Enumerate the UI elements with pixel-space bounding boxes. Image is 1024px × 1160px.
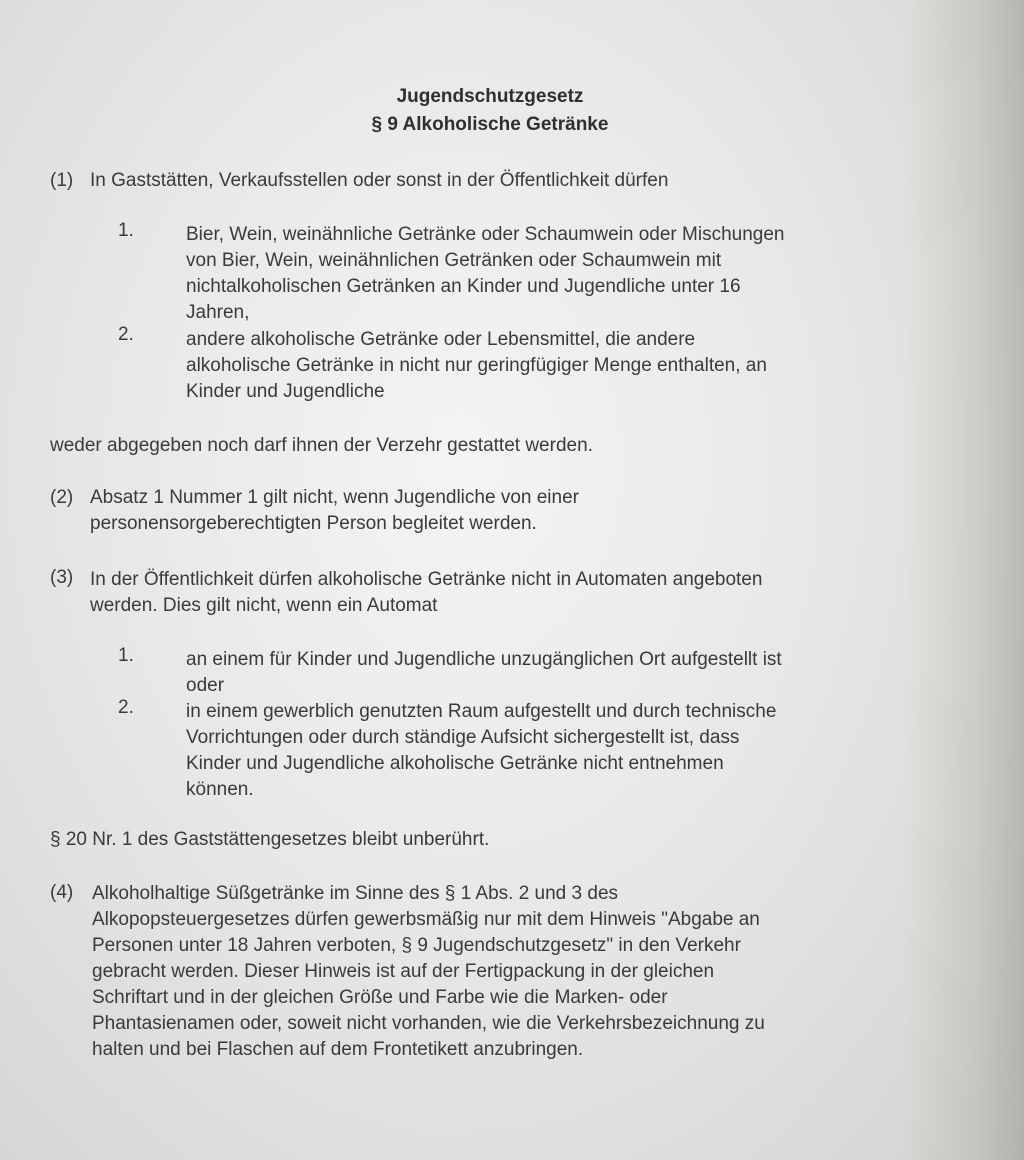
text-line: Alkopopsteuergesetzes dürfen gewerbsmäßig nur mit dem Hinweis "Abgabe an xyxy=(92,909,760,930)
paragraph-text xyxy=(92,881,765,1063)
text-line: oder xyxy=(186,675,225,696)
list-item-text xyxy=(186,699,926,803)
text-line: Absatz 1 Nummer 1 gilt nicht, wenn Jugendliche von einer xyxy=(90,487,579,508)
list-item-text xyxy=(186,647,926,699)
list-item-text xyxy=(186,327,926,405)
text-line: Schriftart und in der gleichen Größe und Farbe wie die Marken- oder xyxy=(92,987,668,1008)
paragraph-text xyxy=(90,567,762,619)
list-item-number: 2. xyxy=(118,324,134,345)
list-item-number: 1. xyxy=(118,220,134,241)
text-line: Kinder und Jugendliche xyxy=(186,381,385,402)
text-line: werden. Dies gilt nicht, wenn ein Automat xyxy=(90,595,438,616)
text-line: nichtalkoholischen Getränken an Kinder und Jugendliche unter 16 xyxy=(186,276,741,297)
text-line: Personen unter 18 Jahren verboten, § 9 Jugendschutzgesetz" in den Verkehr xyxy=(92,935,741,956)
paragraph-text xyxy=(90,485,579,537)
paragraph-number: (4) xyxy=(50,882,74,903)
text-line: Kinder und Jugendliche alkoholische Getränke nicht entnehmen xyxy=(186,753,724,774)
paragraph-closing: weder abgegeben noch darf ihnen der Verzehr gestattet werden. xyxy=(50,435,593,456)
text-line: In der Öffentlichkeit dürfen alkoholische Getränke nicht in Automaten angeboten xyxy=(90,569,763,590)
text-line: Bier, Wein, weinähnliche Getränke oder Schaumwein oder Mischungen xyxy=(186,224,785,245)
text-line: Alkoholhaltige Süßgetränke im Sinne des § 1 Abs. 2 und 3 des xyxy=(92,883,619,904)
text-line: können. xyxy=(186,779,254,800)
text-line: andere alkoholische Getränke oder Lebensmittel, die andere xyxy=(186,329,696,350)
text-line: in einem gewerblich genutzten Raum aufgestellt und durch technische xyxy=(186,701,777,722)
document-title: Jugendschutzgesetz xyxy=(396,86,584,107)
text-line: halten und bei Flaschen auf dem Frontetikett anzubringen. xyxy=(92,1039,584,1060)
paragraph-number: (3) xyxy=(50,567,74,588)
text-line: Jahren, xyxy=(186,302,250,323)
paragraph-closing: § 20 Nr. 1 des Gaststättengesetzes bleibt unberührt. xyxy=(50,829,490,850)
text-line: alkoholische Getränke in nicht nur geringfügiger Menge enthalten, an xyxy=(186,355,767,376)
text-line: personensorgeberechtigten Person begleitet werden. xyxy=(90,513,537,534)
paragraph-intro: In Gaststätten, Verkaufsstellen oder sonst in der Öffentlichkeit dürfen xyxy=(90,170,669,191)
text-line: gebracht werden. Dieser Hinweis ist auf der Fertigpackung in der gleichen xyxy=(92,961,715,982)
text-line: an einem für Kinder und Jugendliche unzugänglichen Ort aufgestellt ist xyxy=(186,649,782,670)
paragraph-number: (2) xyxy=(50,487,74,508)
list-item-number: 2. xyxy=(118,697,134,718)
paragraph-number: (1) xyxy=(50,170,74,191)
section-heading: § 9 Alkoholische Getränke xyxy=(371,114,609,135)
text-line: Vorrichtungen oder durch ständige Aufsicht sichergestellt ist, dass xyxy=(186,727,740,748)
list-item-number: 1. xyxy=(118,645,134,666)
text-line: von Bier, Wein, weinähnlichen Getränken oder Schaumwein mit xyxy=(186,250,722,271)
list-item-text xyxy=(186,222,926,326)
text-line: Phantasienamen oder, soweit nicht vorhanden, wie die Verkehrsbezeichnung zu xyxy=(92,1013,765,1034)
